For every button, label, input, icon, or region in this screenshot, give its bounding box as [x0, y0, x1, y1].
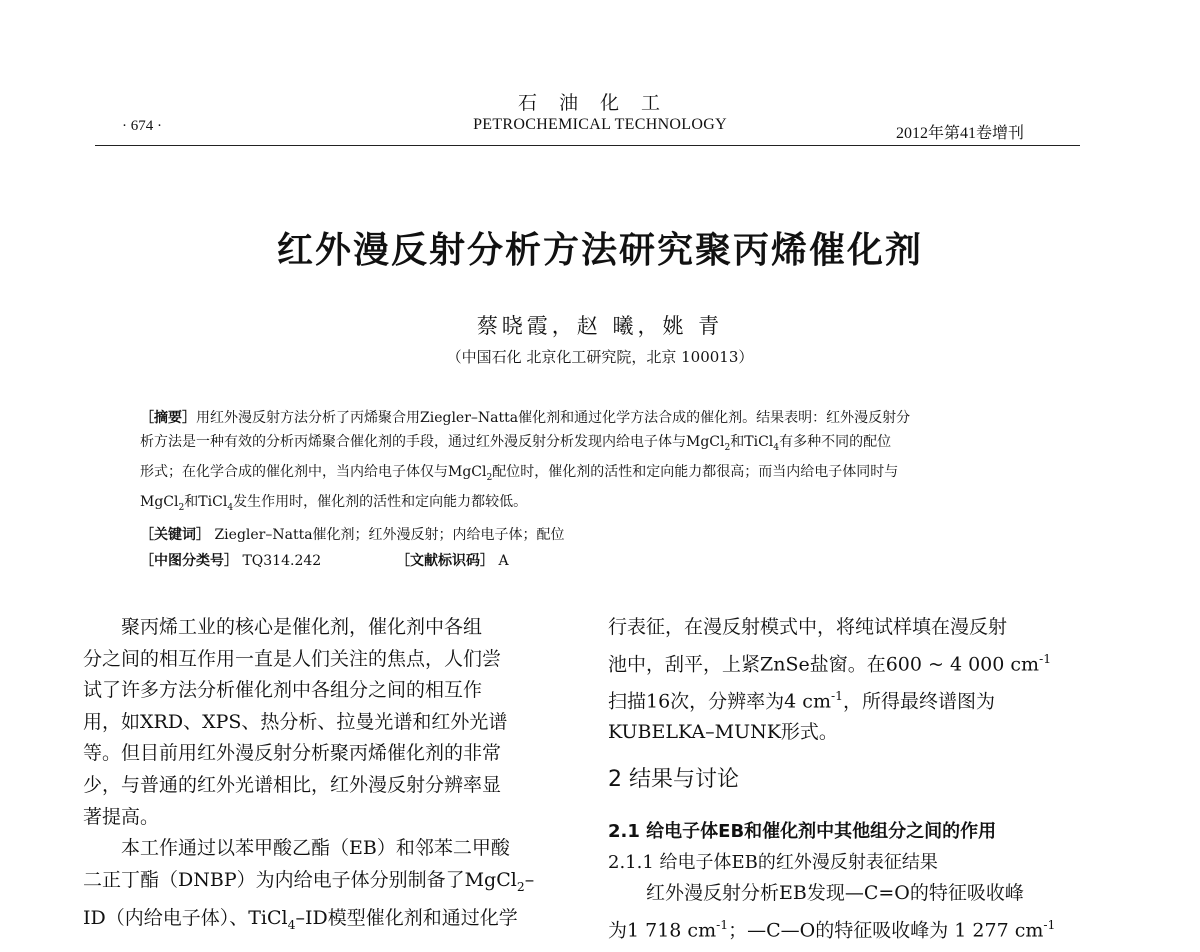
body-text: 池中，刮平，上紧ZnSe盐窗。在600 ~ 4 000 cm: [608, 652, 1040, 675]
body-text: 二正丁酯（DNBP）为内给电子体分别制备了MgCl: [83, 868, 517, 891]
subscript: 4: [773, 442, 780, 453]
body-line: 本工作通过以苯甲酸乙酯（EB）和邻苯二甲酸: [121, 837, 510, 860]
abstract-line: 析方法是一种有效的分析丙烯聚合催化剂的手段，通过红外漫反射分析发现内给电子体与MgCl: [140, 434, 725, 450]
abstract-line: 和TiCl: [184, 493, 228, 510]
body-line: 红外漫反射分析EB发现—C=O的特征吸收峰: [646, 882, 1024, 904]
journal-title-english: PETROCHEMICAL TECHNOLOGY: [473, 116, 727, 133]
subscript: 2: [516, 879, 525, 894]
body-line: 行表征，在漫反射模式中，将纯试样填在漫反射: [608, 616, 1008, 638]
body-line: 用，如XRD、XPS、热分析、拉曼光谱和红外光谱: [83, 710, 508, 733]
body-text: –ID模型催化剂和通过化学: [295, 907, 518, 930]
body-line: [608, 681, 1088, 718]
document-code: [396, 550, 509, 570]
abstract-line: 配位时，催化剂的活性和定向能力都很高；而当内给电子体同时与: [492, 463, 899, 480]
page-number: · 674 ·: [122, 118, 162, 134]
body-line: [608, 910, 1088, 947]
keywords: [140, 524, 565, 544]
body-line: 等。但目前用红外漫反射分析聚丙烯催化剂的非常: [83, 742, 502, 765]
body-line: [83, 903, 563, 941]
body-line: [608, 644, 1088, 681]
body-text: ID（内给电子体）、TiCl: [83, 907, 288, 930]
document-code-value: A: [498, 553, 509, 569]
body-text: –: [524, 868, 535, 891]
abstract-line: 有多种不同的配位: [779, 434, 892, 450]
body-text: ，所得最终谱图为: [843, 689, 996, 712]
affiliation: （中国石化 北京化工研究院，北京 100013）: [446, 348, 754, 366]
abstract: [140, 406, 1040, 519]
body-text: 为1 718 cm: [608, 918, 717, 941]
issue-info: 2012年第41卷增刊: [896, 125, 1025, 142]
body-line: 试了许多方法分析催化剂中各组分之间的相互作: [83, 679, 483, 702]
subscript: 4: [227, 502, 234, 513]
abstract-line: 形式；在化学合成的催化剂中，当内给电子体仅与MgCl: [140, 463, 487, 480]
keywords-text: Ziegler–Natta催化剂；红外漫反射；内给电子体；配位: [214, 527, 565, 543]
body-text: ；—C—O的特征吸收峰为 1 277 cm: [728, 918, 1044, 941]
body-line: [83, 865, 563, 903]
abstract-line: MgCl: [140, 493, 179, 510]
abstract-label: ［摘要］: [140, 410, 196, 426]
subscript: 2: [486, 472, 493, 483]
paper-title: 红外漫反射分析方法研究聚丙烯催化剂: [276, 230, 923, 271]
classification-code: [140, 550, 321, 570]
journal-title-chinese: 石油化工: [517, 92, 682, 114]
superscript: -1: [830, 688, 843, 703]
body-line: 著提高。: [83, 805, 160, 828]
document-code-label: ［文献标识码］: [396, 553, 494, 569]
authors: 蔡晓霞，赵 曦，姚 青: [476, 314, 724, 338]
subscript: 2: [724, 442, 731, 453]
abstract-line: 发生作用时，催化剂的活性和定向能力都较低。: [233, 493, 528, 510]
superscript: -1: [716, 917, 729, 932]
subscript: 2: [178, 502, 185, 513]
body-line: 少，与普通的红外光谱相比，红外漫反射分辨率显: [83, 773, 502, 796]
classification-value: TQ314.242: [242, 553, 322, 569]
subscript: 4: [287, 917, 296, 932]
body-line: KUBELKA–MUNK形式。: [608, 721, 838, 744]
superscript: -1: [1039, 651, 1052, 666]
body-line: 聚丙烯工业的核心是催化剂，催化剂中各组: [121, 616, 483, 638]
abstract-line: 和TiCl: [730, 434, 774, 450]
subsubsection-heading: 2.1.1 给电子体EB的红外漫反射表征结果: [608, 852, 938, 873]
superscript: -1: [1043, 917, 1056, 932]
subsection-heading: 2.1 给电子体EB和催化剂中其他组分之间的作用: [608, 821, 997, 842]
abstract-line: 用红外漫反射方法分析了丙烯聚合用Ziegler–Natta催化剂和通过化学方法合成的催化剂。结果表明：红外漫反射分: [196, 410, 911, 426]
left-column: [83, 612, 563, 942]
right-column-continued: [608, 878, 1088, 947]
right-column: [608, 612, 1088, 749]
header-rule: [95, 145, 1080, 146]
body-line: 分之间的相互作用一直是人们关注的焦点，人们尝: [83, 647, 502, 670]
classification-label: ［中图分类号］: [140, 553, 238, 569]
body-text: 扫描16次，分辨率为4 cm: [608, 689, 831, 712]
keywords-label: ［关键词］: [140, 527, 210, 543]
section-heading: 2 结果与讨论: [608, 767, 739, 792]
